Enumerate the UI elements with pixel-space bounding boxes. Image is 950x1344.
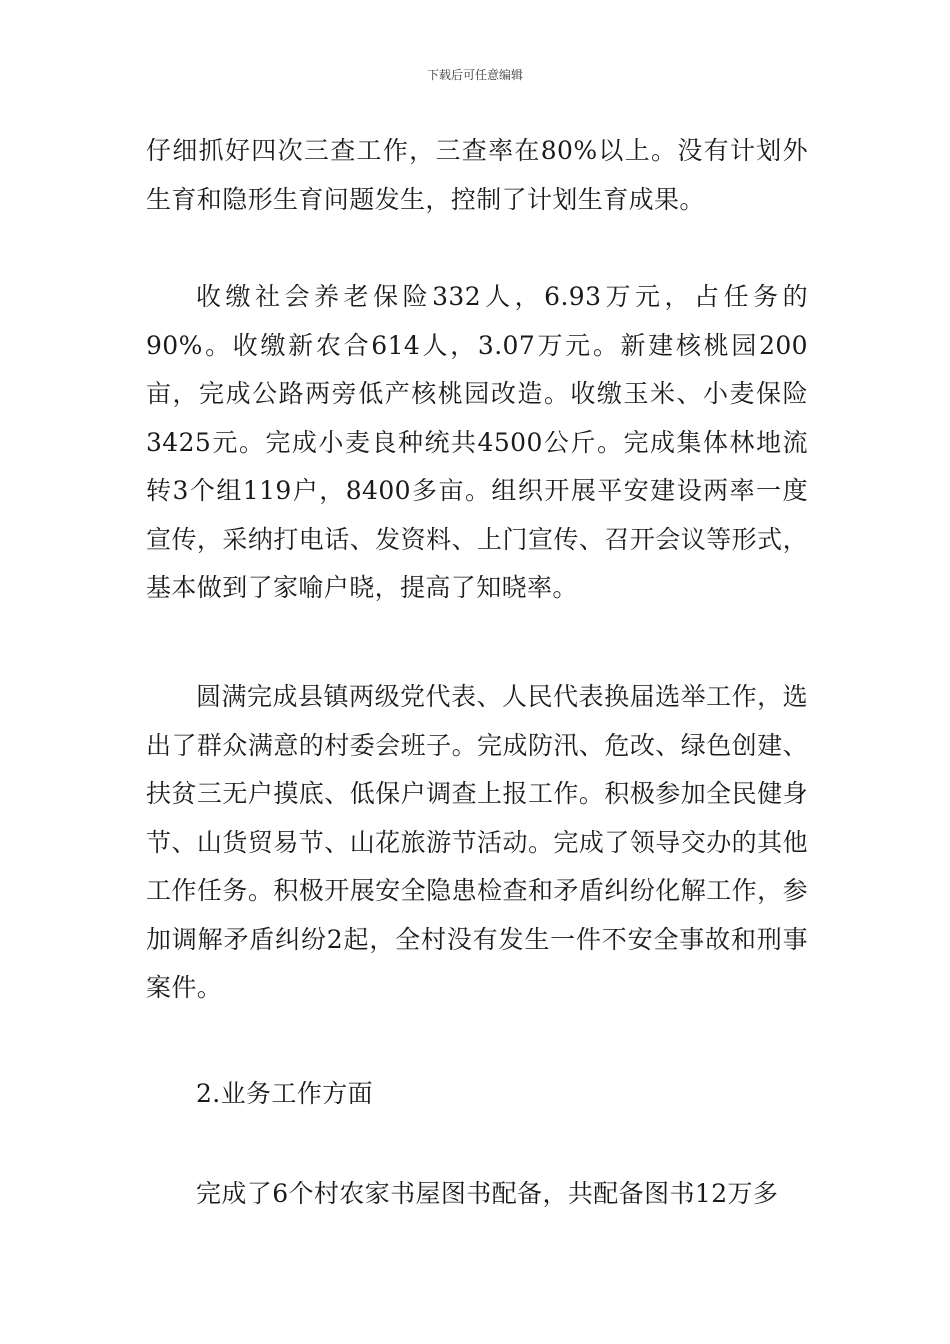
- paragraph: 仔细抓好四次三查工作，三查率在80%以上。没有计划外生育和隐形生育问题发生，控制了计划生育成果。: [146, 136, 808, 214]
- paragraph: 完成了6个村农家书屋图书配备，共配备图书12万多: [196, 1179, 779, 1208]
- paragraph-block: [146, 273, 808, 613]
- page-header: 下载后可任意编辑: [426, 68, 523, 82]
- paragraph-block: [146, 1170, 808, 1219]
- paragraph: 收缴社会养老保险332人，6.93万元，占任务的90%。收缴新农合614人，3.07万元。新建核桃园200亩，完成公路两旁低产核桃园改造。收缴玉米、小麦保险3425元。完成小麦良种统共4500公斤。完成集体林地流转3个组119户，8400多亩。组织开展平安建设两率一度宣传，采纳打电话、发资料、上门宣传、召开会议等形式，基本做到了家喻户晓，提高了知晓率。: [146, 282, 808, 602]
- section-heading: 2.业务工作方面: [196, 1079, 374, 1108]
- section-heading-block: [146, 1070, 808, 1119]
- paragraph: 圆满完成县镇两级党代表、人民代表换届选举工作，选出了群众满意的村委会班子。完成防汛、危改、绿色创建、扶贫三无户摸底、低保户调查上报工作。积极参加全民健身节、山货贸易节、山花旅游节活动。完成了领导交办的其他工作任务。积极开展安全隐患检查和矛盾纠纷化解工作，参加调解矛盾纠纷2起，全村没有发生一件不安全事故和刑事案件。: [146, 682, 808, 1002]
- paragraph-continuation: [146, 127, 808, 224]
- paragraph-block: [146, 673, 808, 1013]
